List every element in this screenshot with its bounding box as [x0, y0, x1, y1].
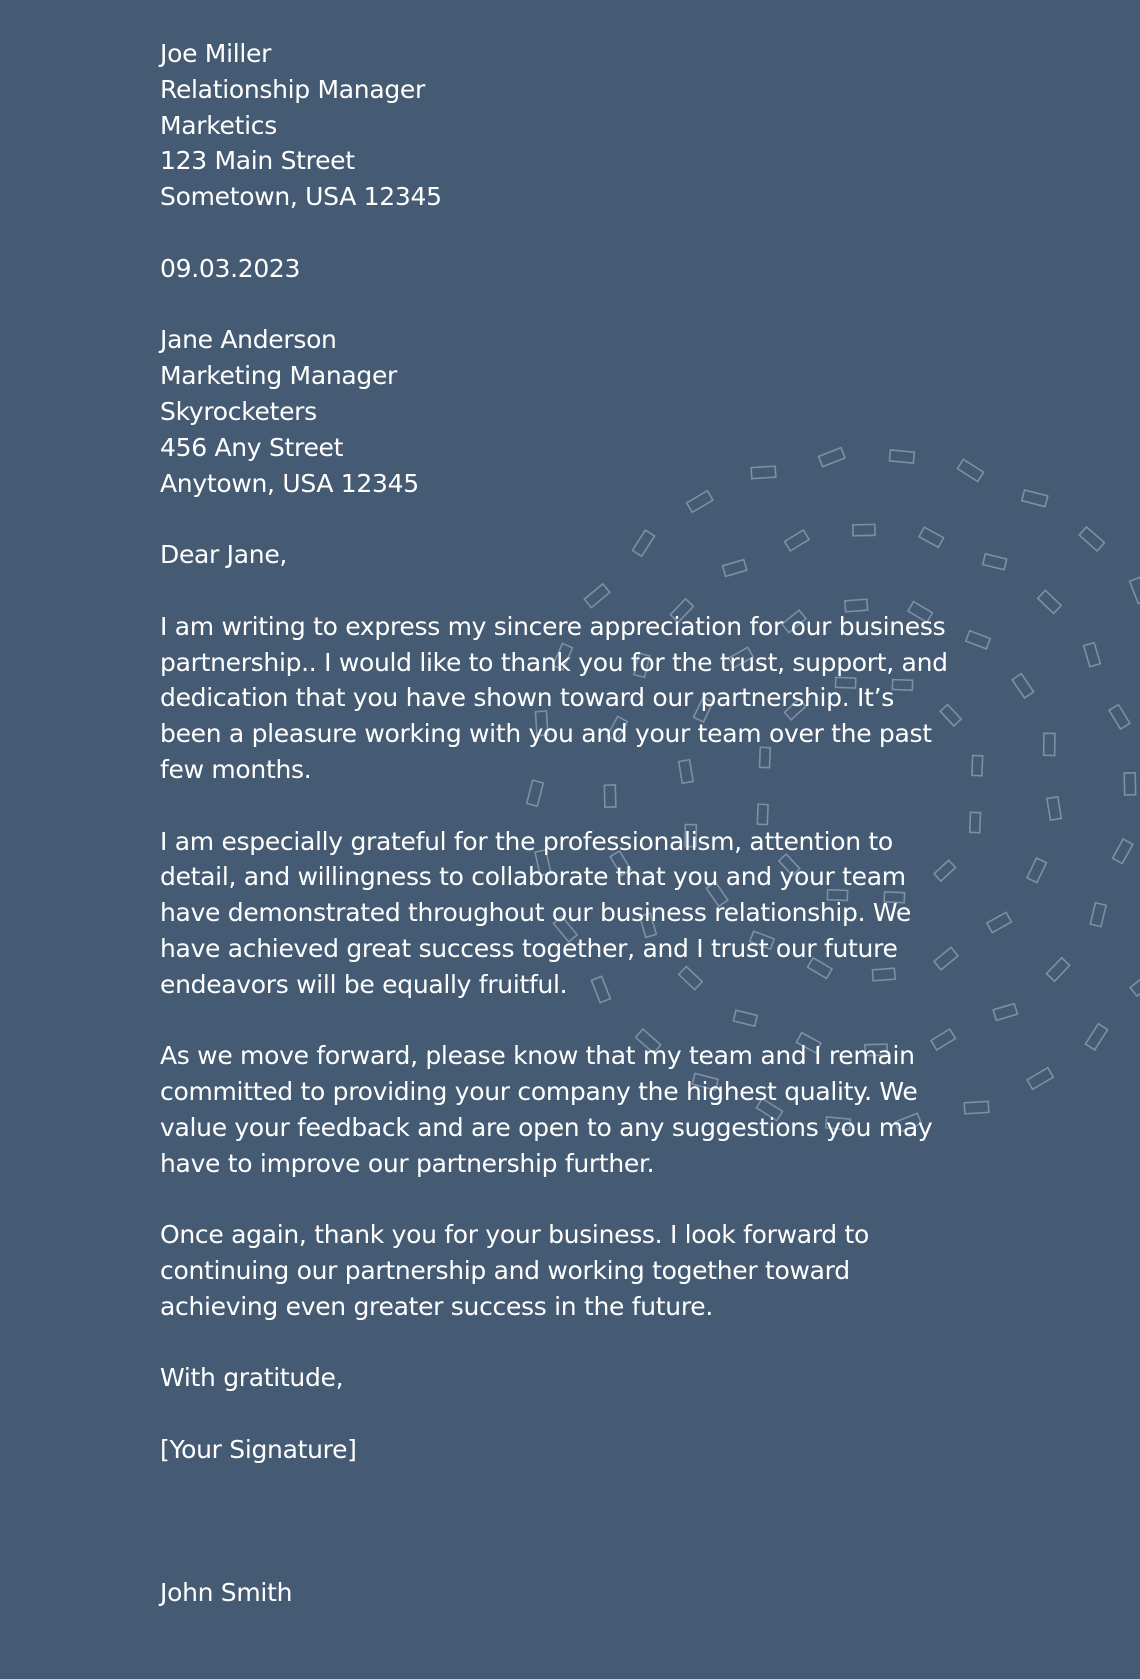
sender-name: Joe Miller: [160, 39, 272, 68]
decor-rectangle: [1027, 1068, 1053, 1090]
paragraph-line: I am writing to express my sincere appreciation for our business: [160, 611, 946, 641]
closing: With gratitude,: [160, 1363, 344, 1393]
decor-rectangle: [1130, 577, 1140, 603]
paragraph-line: I am especially grateful for the professionalism, attention to: [160, 826, 893, 856]
decor-rectangle: [1044, 733, 1055, 755]
paragraph-line: partnership.. I would like to thank you for the trust, support, and: [160, 647, 948, 677]
paragraph-1: [160, 609, 1010, 788]
paragraph-2: [160, 824, 1010, 1003]
decor-rectangle: [1113, 839, 1133, 864]
paragraph-line: few months.: [160, 754, 312, 784]
paragraph-line: committed to providing your company the highest quality. We: [160, 1077, 918, 1107]
paragraph-line: achieving even greater success in the future.: [160, 1291, 713, 1321]
decor-rectangle: [1012, 674, 1033, 698]
paragraph-line: have achieved great success together, and I trust our future: [160, 933, 898, 963]
decor-rectangle: [1130, 972, 1140, 996]
paragraph-line: dedication that you have shown toward our partnership. It’s: [160, 683, 894, 713]
recipient-title: Marketing Manager: [160, 361, 398, 391]
sender-city: Sometown, USA 12345: [160, 182, 442, 212]
recipient-company: Skyrocketers: [160, 396, 317, 426]
decor-rectangle: [1047, 958, 1070, 982]
sender-street: 123 Main Street: [160, 146, 355, 176]
decor-rectangle: [1027, 858, 1046, 883]
decor-rectangle: [1022, 490, 1048, 507]
paragraph-line: been a pleasure working with you and your team over the past: [160, 719, 932, 749]
signer-name: John Smith: [160, 1578, 293, 1608]
recipient-street: 456 Any Street: [160, 432, 344, 462]
paragraph-line: have demonstrated throughout our business relationship. We: [160, 898, 911, 928]
decor-rectangle: [1085, 1024, 1107, 1050]
paragraph-line: value your feedback and are open to any suggestions you may: [160, 1112, 933, 1142]
decor-rectangle: [1084, 643, 1101, 667]
decor-rectangle: [1047, 797, 1061, 820]
decor-rectangle: [1090, 903, 1106, 927]
decor-rectangle: [1038, 590, 1062, 613]
paragraph-line: detail, and willingness to collaborate that you and your team: [160, 862, 906, 892]
paragraph-line: have to improve our partnership further.: [160, 1148, 655, 1178]
paragraph-3: [160, 1038, 1010, 1181]
decor-rectangle: [1124, 773, 1136, 795]
decor-rectangle: [1079, 527, 1104, 551]
sender-address-block: [160, 36, 1010, 215]
paragraph-line: endeavors will be equally fruitful.: [160, 969, 568, 999]
paragraph-line: Once again, thank you for your business. I look forward to: [160, 1220, 870, 1250]
recipient-name: Jane Anderson: [160, 325, 337, 355]
signature-placeholder: [Your Signature]: [160, 1435, 357, 1465]
paragraph-4: [160, 1217, 1010, 1324]
letter-date: 09.03.2023: [160, 253, 301, 283]
sender-company: Marketics: [160, 110, 277, 140]
salutation: Dear Jane,: [160, 540, 288, 570]
paragraph-line: As we move forward, please know that my team and I remain: [160, 1041, 915, 1071]
letter-body: [160, 36, 1010, 1611]
sender-title: Relationship Manager: [160, 74, 425, 104]
recipient-address-block: [160, 322, 1010, 501]
decor-rectangle: [1109, 705, 1130, 730]
paragraph-line: continuing our partnership and working together toward: [160, 1256, 850, 1286]
recipient-city: Anytown, USA 12345: [160, 468, 419, 498]
